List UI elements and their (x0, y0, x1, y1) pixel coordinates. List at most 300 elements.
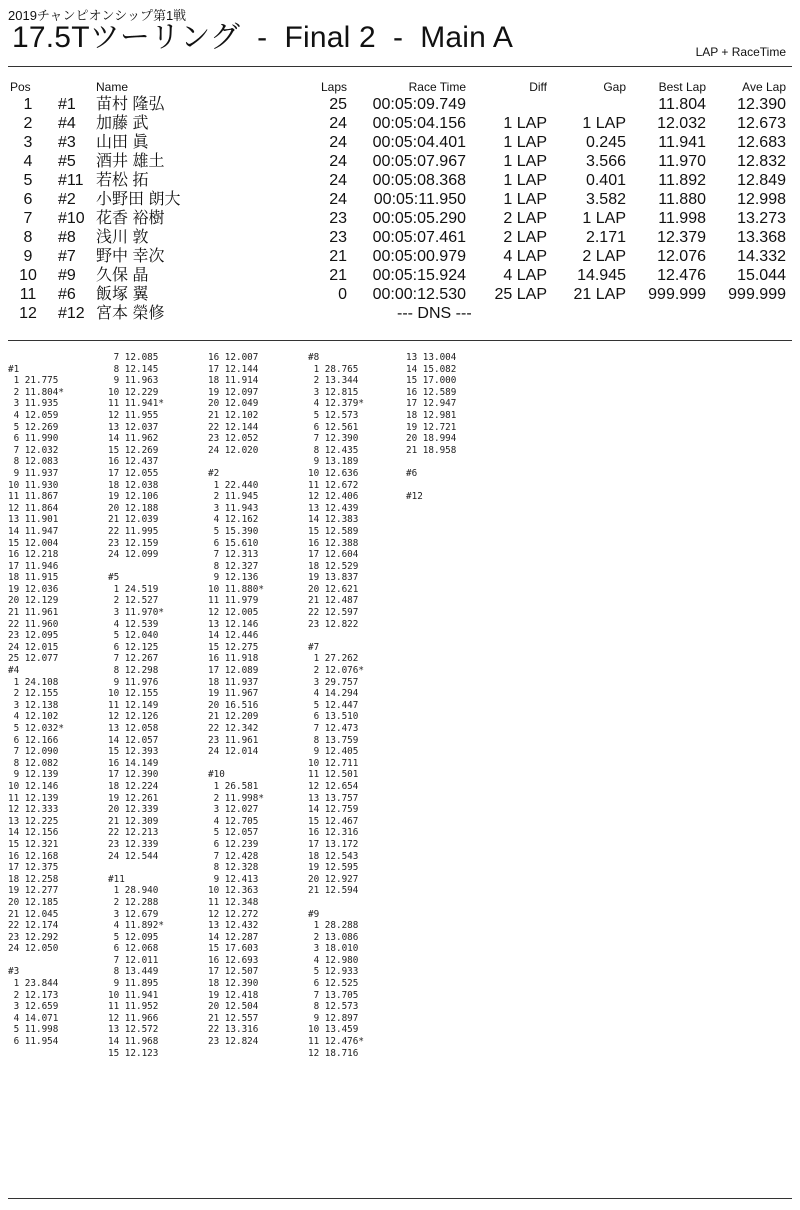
lap-time-entry: 12 18.716 (308, 1047, 359, 1059)
result-ave-lap: 13.273 (737, 210, 786, 227)
result-car-number: #11 (58, 172, 84, 189)
col-ave-lap: Ave Lap (742, 80, 786, 94)
result-race-time: 00:05:04.156 (372, 115, 466, 132)
result-diff: 4 LAP (503, 267, 547, 284)
lap-time-entry: 5 12.933 (308, 966, 359, 978)
lap-time-entry: 13 12.439 (308, 502, 359, 514)
result-best-lap: 11.941 (658, 134, 706, 151)
result-gap: 1 LAP (582, 210, 626, 227)
lap-time-entry: 2 12.527 (108, 595, 159, 607)
result-ave-lap: 12.673 (737, 115, 786, 132)
lap-time-entry: 5 11.998 (8, 1024, 59, 1036)
lap-time-entry: 20 12.129 (8, 595, 59, 607)
col-diff: Diff (529, 80, 547, 94)
lap-time-entry: 11 12.139 (8, 792, 59, 804)
lap-time-entry: 23 12.822 (308, 618, 359, 630)
lap-time-entry: 8 12.327 (208, 560, 259, 572)
results-body (0, 95, 800, 323)
result-ave-lap: 12.683 (737, 134, 786, 151)
lap-time-entry: 11 11.952 (108, 1001, 159, 1013)
lap-time-entry: 19 12.106 (108, 491, 159, 503)
lap-time-entry: 9 12.136 (208, 572, 259, 584)
results-table (0, 80, 800, 323)
result-driver-name: 酒井 雄土 (96, 153, 165, 170)
lap-time-entry: 3 12.815 (308, 386, 359, 398)
result-diff: 1 LAP (503, 153, 547, 170)
lap-time-entry: 2 13.086 (308, 931, 359, 943)
lap-time-entry: 18 12.258 (8, 873, 59, 885)
lap-time-entry: 4 14.294 (308, 688, 359, 700)
lap-time-entry: 21 12.102 (208, 409, 259, 421)
lap-time-entry: 13 12.432 (208, 920, 259, 932)
result-best-lap: 12.032 (657, 115, 706, 132)
lap-time-entry: 16 12.168 (8, 850, 59, 862)
lap-time-entry: 14 12.383 (308, 514, 359, 526)
lap-time-entry: 8 12.298 (108, 665, 159, 677)
result-best-lap: 999.999 (648, 286, 706, 303)
mid-divider (8, 340, 792, 341)
lap-car-header: #3 (8, 966, 20, 978)
lap-time-entry (108, 862, 164, 874)
result-row (0, 304, 800, 323)
lap-time-entry: 5 12.447 (308, 699, 359, 711)
result-car-number: #6 (58, 286, 76, 303)
results-header (0, 80, 800, 95)
lap-time-entry: 7 12.011 (108, 954, 159, 966)
lap-time-entry: 17 12.604 (308, 549, 359, 561)
lap-time-entry: 17 12.089 (208, 665, 259, 677)
lap-time-entry: 3 12.027 (208, 804, 259, 816)
result-gap: 2 LAP (582, 248, 626, 265)
lap-column (308, 352, 364, 1059)
lap-time-entry: 3 11.970* (108, 607, 164, 619)
result-driver-name: 浅川 敦 (96, 229, 149, 246)
result-laps: 25 (329, 96, 347, 113)
result-ave-lap: 999.999 (728, 286, 786, 303)
lap-time-entry: 20 12.504 (208, 1001, 259, 1013)
result-pos: 6 (23, 191, 33, 208)
col-gap: Gap (603, 80, 626, 94)
lap-time-entry: 9 11.895 (108, 978, 159, 990)
result-driver-name: 苗村 隆弘 (96, 96, 165, 113)
lap-time-entry: 15 12.123 (108, 1047, 159, 1059)
result-car-number: #7 (58, 248, 76, 265)
lap-time-entry: 24 12.099 (108, 549, 159, 561)
lap-time-entry: 23 11.961 (208, 734, 259, 746)
result-row (0, 190, 800, 209)
result-gap: 0.401 (585, 172, 626, 189)
lap-time-entry: 9 12.139 (8, 769, 59, 781)
result-gap: 3.582 (585, 191, 626, 208)
result-best-lap: 12.379 (657, 229, 706, 246)
result-driver-name: 野中 幸次 (96, 248, 165, 265)
lap-time-entry: 22 11.960 (8, 618, 59, 630)
lap-time-entry: 14 12.156 (8, 827, 59, 839)
lap-time-entry: 4 12.102 (8, 711, 59, 723)
lap-time-entry: 8 13.449 (108, 966, 159, 978)
lap-time-entry: 12 11.864 (8, 502, 59, 514)
lap-time-entry: 15 17.000 (406, 375, 457, 387)
lap-time-entry: 15 12.004 (8, 537, 59, 549)
lap-time-entry: 2 13.344 (308, 375, 359, 387)
result-pos: 12 (19, 305, 37, 322)
lap-time-entry: 19 12.261 (108, 792, 159, 804)
lap-time-entry: 11 11.867 (8, 491, 59, 503)
lap-car-header: #1 (8, 363, 20, 375)
lap-time-entry: 11 11.941* (108, 398, 164, 410)
lap-time-entry: 22 12.597 (308, 607, 359, 619)
lap-time-entry: 19 12.721 (406, 421, 457, 433)
lap-time-entry: 23 12.292 (8, 931, 59, 943)
lap-time-entry: 12 12.272 (208, 908, 259, 920)
lap-time-entry: 23 12.052 (208, 433, 259, 445)
result-pos: 4 (23, 153, 33, 170)
result-diff: 2 LAP (503, 229, 547, 246)
lap-time-entry: 15 12.321 (8, 838, 59, 850)
result-race-time: 00:00:12.530 (372, 286, 466, 303)
lap-time-entry: 21 12.594 (308, 885, 359, 897)
lap-time-entry: 17 11.946 (8, 560, 59, 572)
lap-time-entry: 21 12.557 (208, 1012, 259, 1024)
result-pos: 8 (23, 229, 33, 246)
result-diff: 25 LAP (494, 286, 547, 303)
lap-time-entry: 17 12.144 (208, 363, 259, 375)
result-pos: 10 (19, 267, 37, 284)
lap-time-entry: 3 12.659 (8, 1001, 59, 1013)
lap-time-entry: 1 24.519 (108, 583, 159, 595)
lap-column (108, 352, 164, 1059)
lap-time-entry: 20 12.188 (108, 502, 159, 514)
lap-time-entry: 16 14.149 (108, 757, 159, 769)
lap-time-entry: 8 12.083 (8, 456, 59, 468)
lap-time-entry: 16 12.007 (208, 352, 259, 363)
lap-time-entry: 4 11.892* (108, 920, 164, 932)
lap-time-entry: 15 12.269 (108, 444, 159, 456)
lap-time-entry: 9 12.413 (208, 873, 259, 885)
lap-time-entry (308, 630, 364, 642)
lap-time-entry: 7 13.705 (308, 989, 359, 1001)
lap-time-entry: 22 11.995 (108, 525, 159, 537)
result-car-number: #10 (58, 210, 85, 227)
result-race-time: 00:05:07.967 (372, 153, 466, 170)
result-gap: 0.245 (585, 134, 626, 151)
lap-time-entry: 11 12.501 (308, 769, 359, 781)
col-best-lap: Best Lap (658, 80, 706, 94)
result-ave-lap: 12.390 (737, 96, 786, 113)
lap-time-entry: 7 12.313 (208, 549, 259, 561)
lap-time-entry: 3 11.943 (208, 502, 259, 514)
result-ave-lap: 15.044 (737, 267, 786, 284)
lap-car-header: #5 (108, 572, 120, 584)
lap-time-entry: 5 12.269 (8, 421, 59, 433)
lap-time-entry: 11 11.979 (208, 595, 259, 607)
lap-time-entry: 2 12.155 (8, 688, 59, 700)
result-pos: 3 (23, 134, 33, 151)
lap-time-entry: 16 12.693 (208, 954, 259, 966)
result-driver-name: 山田 眞 (96, 134, 149, 151)
lap-time-entry: 18 11.937 (208, 676, 259, 688)
result-ave-lap: 12.998 (737, 191, 786, 208)
lap-car-header: #9 (308, 908, 320, 920)
lap-time-entry: 3 29.757 (308, 676, 359, 688)
result-race-time: 00:05:00.979 (372, 248, 466, 265)
result-laps: 23 (329, 229, 347, 246)
result-diff: 1 LAP (503, 115, 547, 132)
result-row (0, 152, 800, 171)
col-laps: Laps (320, 80, 347, 94)
lap-time-entry (8, 352, 64, 364)
lap-time-entry: 2 12.173 (8, 989, 59, 1001)
result-driver-name: 久保 晶 (96, 267, 149, 284)
result-row (0, 95, 800, 114)
result-best-lap: 11.880 (658, 191, 706, 208)
result-laps: 24 (329, 115, 347, 132)
lap-time-entry: 1 28.288 (308, 920, 359, 932)
lap-time-entry: 23 12.824 (208, 1036, 259, 1048)
lap-time-entry: 14 11.968 (108, 1036, 159, 1048)
lap-time-entry: 14 12.287 (208, 931, 259, 943)
lap-time-entry: 18 11.914 (208, 375, 259, 387)
lap-time-entry: 5 12.095 (108, 931, 159, 943)
result-row (0, 247, 800, 266)
lap-column (8, 352, 64, 1048)
lap-time-entry: 10 13.459 (308, 1024, 359, 1036)
lap-time-entry: 5 15.390 (208, 525, 259, 537)
result-race-time: 00:05:09.749 (372, 96, 466, 113)
result-pos: 1 (23, 96, 33, 113)
lap-car-header: #11 (108, 873, 125, 885)
lap-time-entry: 1 23.844 (8, 978, 59, 990)
lap-car-header: #4 (8, 665, 20, 677)
lap-time-entry: 24 12.014 (208, 746, 259, 758)
lap-time-entry: 15 12.275 (208, 641, 259, 653)
lap-time-entry: 18 11.915 (8, 572, 59, 584)
lap-time-entry: 9 12.897 (308, 1012, 359, 1024)
lap-time-entry: 6 12.068 (108, 943, 159, 955)
lap-time-entry: 13 12.572 (108, 1024, 159, 1036)
lap-time-entry: 7 12.473 (308, 723, 359, 734)
lap-time-entry: 3 18.010 (308, 943, 359, 955)
result-ave-lap: 14.332 (737, 248, 786, 265)
lap-time-entry: 4 12.059 (8, 409, 59, 421)
lap-time-entry: 12 12.333 (8, 804, 59, 816)
result-laps: 0 (338, 286, 347, 303)
result-laps: 23 (329, 210, 347, 227)
lap-time-entry: 10 12.229 (108, 386, 159, 398)
lap-time-entry: 11 12.348 (208, 896, 259, 908)
lap-time-entry: 16 12.316 (308, 827, 359, 839)
result-laps: 21 (329, 267, 347, 284)
result-driver-name: 加藤 武 (96, 115, 149, 132)
lap-time-entry: 14 11.962 (108, 433, 159, 445)
lap-time-entry: 6 15.610 (208, 537, 259, 549)
lap-time-entry: 11 12.672 (308, 479, 359, 491)
result-race-time: 00:05:04.401 (372, 134, 466, 151)
lap-time-entry: 5 12.057 (208, 827, 259, 839)
lap-time-entry: 20 12.049 (208, 398, 259, 410)
lap-time-entry: 23 12.339 (108, 838, 159, 850)
result-laps: 24 (329, 191, 347, 208)
result-best-lap: 11.892 (658, 172, 706, 189)
lap-time-entry: 1 28.940 (108, 885, 159, 897)
lap-time-entry: 3 12.679 (108, 908, 159, 920)
result-race-time: 00:05:05.290 (372, 210, 466, 227)
lap-time-entry: 13 13.004 (406, 352, 457, 363)
col-pos: Pos (10, 80, 31, 94)
lap-time-entry (308, 897, 364, 909)
lap-time-entry (108, 561, 164, 573)
result-row (0, 133, 800, 152)
result-row (0, 171, 800, 190)
lap-time-entry: 11 12.476* (308, 1036, 364, 1048)
lap-car-header: #10 (208, 769, 225, 781)
lap-time-entry: 8 12.145 (108, 363, 159, 375)
lap-time-entry: 14 12.759 (308, 804, 359, 816)
result-race-time: 00:05:07.461 (372, 229, 466, 246)
lap-time-entry: 12 12.126 (108, 711, 159, 723)
lap-time-entry: 7 12.267 (108, 653, 159, 665)
lap-time-entry: 4 12.539 (108, 618, 159, 630)
lap-time-entry: 13 12.037 (108, 421, 159, 433)
result-best-lap: 12.476 (657, 267, 706, 284)
lap-car-header: #6 (406, 467, 418, 479)
result-gap: 14.945 (577, 267, 626, 284)
result-diff: 1 LAP (503, 172, 547, 189)
lap-time-entry: 23 12.095 (8, 630, 59, 642)
result-laps: 24 (329, 172, 347, 189)
result-diff: 1 LAP (503, 191, 547, 208)
result-car-number: #1 (58, 96, 76, 113)
lap-time-entry: 17 12.390 (108, 769, 159, 781)
lap-time-entry (406, 480, 456, 492)
lap-time-entry: 15 12.467 (308, 815, 359, 827)
lap-time-entry: 6 12.166 (8, 734, 59, 746)
lap-time-entry: 22 13.316 (208, 1024, 259, 1036)
lap-time-entry: 19 13.837 (308, 572, 359, 584)
lap-time-entry: 12 11.966 (108, 1012, 159, 1024)
top-divider (8, 66, 792, 67)
lap-time-entry: 11 12.149 (108, 699, 159, 711)
result-driver-name: 小野田 朗大 (96, 191, 181, 208)
lap-time-entry: 10 12.363 (208, 885, 259, 897)
lap-time-entry: 20 12.339 (108, 804, 159, 816)
lap-time-entry: 9 11.976 (108, 676, 159, 688)
lap-time-entry: 2 11.998* (208, 792, 264, 804)
lap-time-entry: 19 12.418 (208, 989, 259, 1001)
lap-time-entry: 8 12.328 (208, 862, 259, 874)
lap-time-entry: 16 12.388 (308, 537, 359, 549)
lap-time-entry: 8 12.573 (308, 1001, 359, 1013)
lap-time-entry: 18 12.981 (406, 409, 457, 421)
lap-time-entry: 6 12.525 (308, 978, 359, 990)
lap-time-entry: 19 12.595 (308, 862, 359, 874)
lap-time-entry: 14 11.947 (8, 525, 59, 537)
result-pos: 11 (19, 286, 37, 303)
lap-time-entry: 10 11.930 (8, 479, 59, 491)
lap-time-entry: 22 12.213 (108, 827, 159, 839)
result-car-number: #4 (58, 115, 76, 132)
lap-time-entry: 22 12.174 (8, 920, 59, 932)
result-race-time: 00:05:15.924 (372, 267, 466, 284)
result-status: --- DNS --- (397, 305, 472, 322)
lap-time-entry: 2 11.804* (8, 386, 64, 398)
result-laps: 21 (329, 248, 347, 265)
lap-time-entry: 10 12.155 (108, 688, 159, 700)
result-best-lap: 11.998 (658, 210, 706, 227)
lap-time-entry: 21 18.958 (406, 444, 457, 456)
lap-time-entry: 21 12.045 (8, 908, 59, 920)
lap-time-entry: 23 12.159 (108, 537, 159, 549)
col-name: Name (96, 80, 129, 94)
lap-time-entry: 18 12.038 (108, 479, 159, 491)
lap-car-header: #8 (308, 352, 320, 363)
result-pos: 2 (23, 115, 33, 132)
result-row (0, 114, 800, 133)
lap-time-entry: 4 12.162 (208, 514, 259, 526)
result-row (0, 285, 800, 304)
lap-time-entry: 5 12.032* (8, 723, 64, 734)
lap-time-entry: 16 12.437 (108, 456, 159, 468)
lap-time-entry: 1 22.440 (208, 479, 259, 491)
result-pos: 9 (23, 248, 33, 265)
lap-time-entry: 20 18.994 (406, 433, 457, 445)
lap-time-entry: 8 12.082 (8, 757, 59, 769)
lap-time-entry: 17 13.172 (308, 838, 359, 850)
lap-time-entry: 21 12.309 (108, 815, 159, 827)
lap-time-entry (8, 955, 64, 967)
result-car-number: #2 (58, 191, 76, 208)
result-race-time: 00:05:08.368 (372, 172, 466, 189)
lap-time-entry: 1 26.581 (208, 780, 259, 792)
lap-time-entry: 19 12.277 (8, 885, 59, 897)
lap-car-header: #12 (406, 491, 423, 503)
lap-car-header: #7 (308, 641, 320, 653)
series-title: 2019チャンピオンシップ第1戦 (8, 8, 187, 23)
lap-time-entry: 18 12.543 (308, 850, 359, 862)
lap-time-entry: 6 12.239 (208, 838, 259, 850)
lap-time-entry: 1 27.262 (308, 653, 359, 665)
result-row (0, 209, 800, 228)
lap-time-entry: 14 12.446 (208, 630, 259, 642)
result-car-number: #12 (58, 305, 85, 322)
lap-time-entry: 12 11.955 (108, 409, 159, 421)
lap-time-entry: 19 12.097 (208, 386, 259, 398)
result-driver-name: 若松 拓 (96, 172, 149, 189)
result-diff: 2 LAP (503, 210, 547, 227)
lap-time-entry: 15 17.603 (208, 943, 259, 955)
lap-time-entry: 17 12.507 (208, 966, 259, 978)
lap-time-entry: 4 12.980 (308, 954, 359, 966)
lap-time-entry: 20 12.927 (308, 873, 359, 885)
lap-time-entry: 6 13.510 (308, 711, 359, 723)
result-driver-name: 飯塚 翼 (96, 286, 149, 303)
lap-time-entry: 13 12.058 (108, 723, 159, 734)
lap-time-entry: 13 12.225 (8, 815, 59, 827)
lap-time-entry: 13 12.146 (208, 618, 259, 630)
lap-car-header: #2 (208, 467, 220, 479)
lap-time-entry: 15 12.589 (308, 525, 359, 537)
lap-time-entry: 7 12.032 (8, 444, 59, 456)
lap-time-entry: 6 12.125 (108, 641, 159, 653)
result-gap: 3.566 (585, 153, 626, 170)
result-ave-lap: 12.832 (737, 153, 786, 170)
lap-time-entry: 5 12.040 (108, 630, 159, 642)
lap-time-entry: 9 11.963 (108, 375, 159, 387)
result-laps: 24 (329, 134, 347, 151)
lap-time-entry: 7 12.085 (108, 352, 159, 363)
lap-time-entry: 9 12.405 (308, 746, 359, 758)
lap-time-entry: 20 16.516 (208, 699, 259, 711)
